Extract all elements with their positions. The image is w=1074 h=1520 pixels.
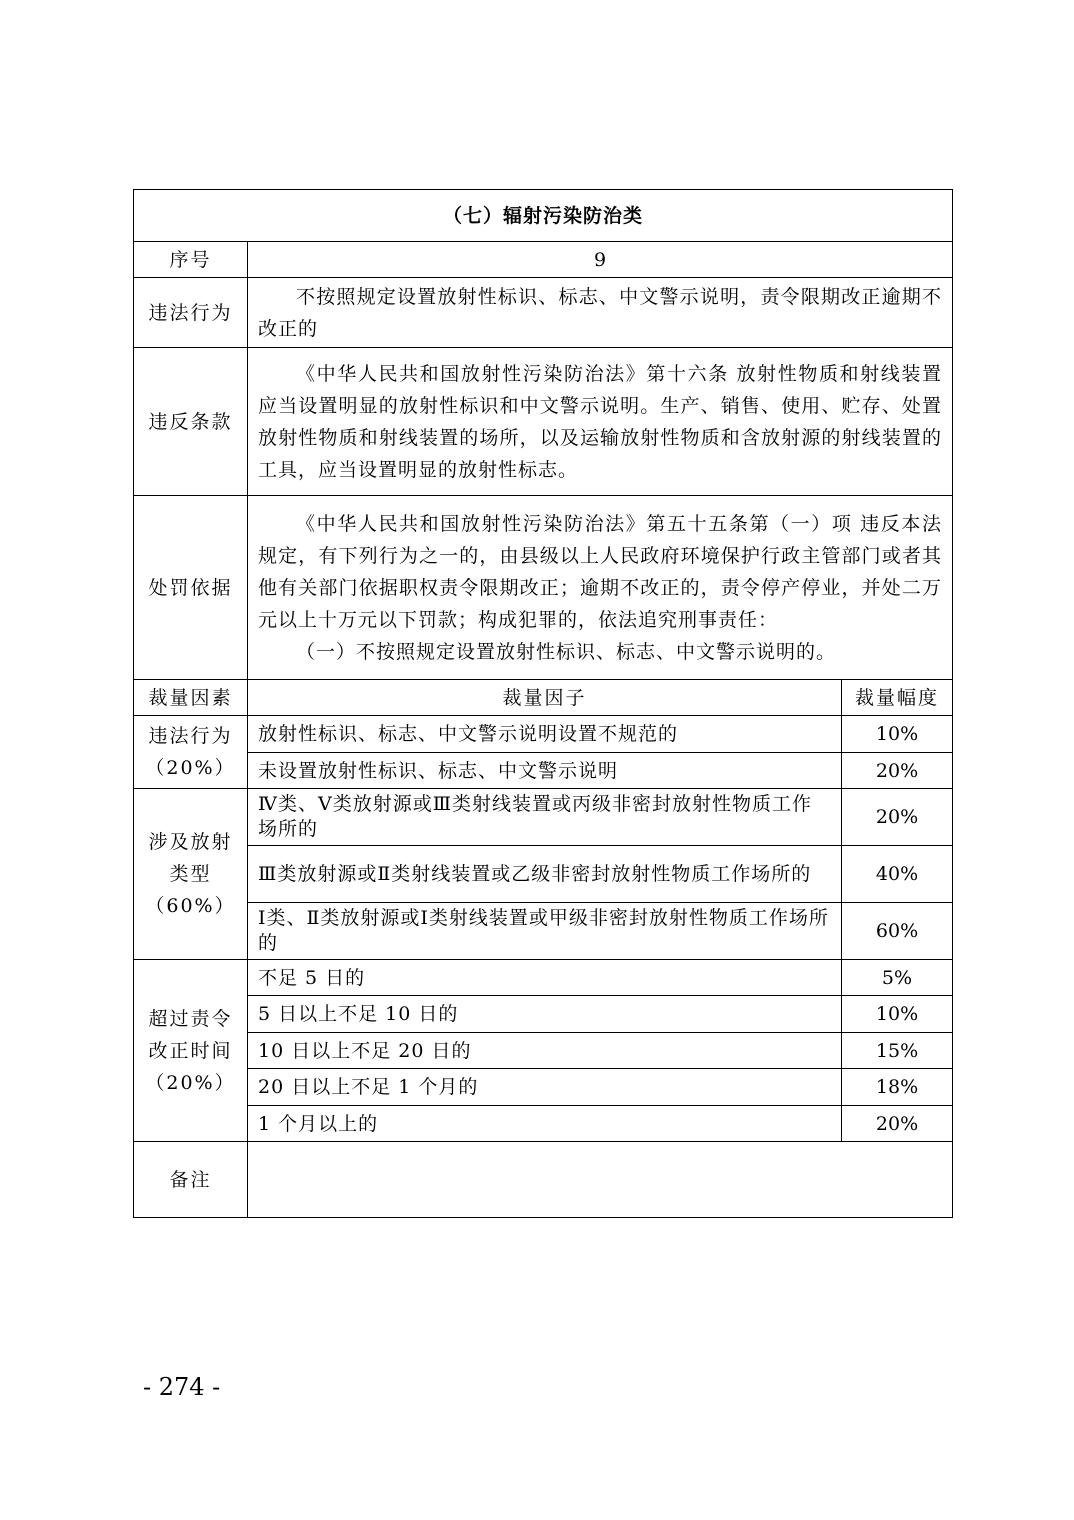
factor-item: 10 日以上不足 20 日的 bbox=[248, 1033, 842, 1069]
factor-item: 1 个月以上的 bbox=[248, 1106, 842, 1142]
group-label-line: 违法行为 bbox=[148, 725, 233, 747]
factor-pct: 10% bbox=[842, 716, 953, 753]
clause-label: 违反条款 bbox=[134, 348, 248, 496]
factor-item: 放射性标识、标志、中文警示说明设置不规范的 bbox=[248, 716, 842, 753]
behavior-label: 违法行为 bbox=[134, 278, 248, 348]
group-label-line: （20%） bbox=[145, 757, 236, 779]
factor-item: 不足 5 日的 bbox=[248, 960, 842, 996]
seq-label: 序号 bbox=[134, 242, 248, 278]
factor-item: 未设置放射性标识、标志、中文警示说明 bbox=[248, 753, 842, 789]
remark-label: 备注 bbox=[134, 1142, 248, 1218]
factor-header: 裁量因素 bbox=[134, 680, 248, 716]
factor-item: 5 日以上不足 10 日的 bbox=[248, 996, 842, 1033]
range-header: 裁量幅度 bbox=[842, 680, 953, 716]
factor-item: 20 日以上不足 1 个月的 bbox=[248, 1069, 842, 1106]
group-label-overdue bbox=[134, 960, 248, 1142]
factor-pct: 10% bbox=[842, 996, 953, 1033]
penalty-label: 处罚依据 bbox=[134, 496, 248, 680]
factor-item: Ⅰ类、Ⅱ类放射源或Ⅰ类射线装置或甲级非密封放射性物质工作场所的 bbox=[248, 903, 842, 960]
factor-pct: 40% bbox=[842, 846, 953, 903]
factor-item: Ⅳ类、Ⅴ类放射源或Ⅲ类射线装置或丙级非密封放射性物质工作场所的 bbox=[248, 789, 842, 846]
group-label-line: （20%） bbox=[145, 1071, 236, 1094]
factor-pct: 60% bbox=[842, 903, 953, 960]
group-label-line: 超过责令 bbox=[148, 1007, 233, 1030]
seq-value: 9 bbox=[248, 242, 953, 278]
penalty-text-1: 《中华人民共和国放射性污染防治法》第五十五条第（一）项 违反本法规定，有下列行为之一的，由县级以上人民政府环境保护行政主管部门或者其他有关部门依据职权责令限期改正；逾期不改正的，责令停产停业，并处二万元以上十万元以下罚款；构成犯罪的，依法追究刑事责任： bbox=[258, 512, 943, 631]
behavior-text: 不按照规定设置放射性标识、标志、中文警示说明，责令限期改正逾期不改正的 bbox=[258, 285, 943, 340]
factor-pct: 20% bbox=[842, 753, 953, 789]
factor-pct: 20% bbox=[842, 1106, 953, 1142]
group-label-line: 涉及放射 bbox=[148, 831, 233, 853]
group-label-line: （60%） bbox=[145, 895, 236, 917]
group-label-line: 类型 bbox=[169, 863, 212, 885]
remark-text bbox=[248, 1142, 953, 1218]
group-label-line: 改正时间 bbox=[148, 1039, 233, 1062]
behavior-text-cell bbox=[248, 278, 953, 348]
factor-item: Ⅲ类放射源或Ⅱ类射线装置或乙级非密封放射性物质工作场所的 bbox=[248, 846, 842, 903]
group-label-radiation-type bbox=[134, 789, 248, 960]
table-title: （七）辐射污染防治类 bbox=[134, 190, 953, 242]
factor-pct: 18% bbox=[842, 1069, 953, 1106]
clause-text-cell bbox=[248, 348, 953, 496]
factor-pct: 15% bbox=[842, 1033, 953, 1069]
factor-item-header: 裁量因子 bbox=[248, 680, 842, 716]
factor-pct: 5% bbox=[842, 960, 953, 996]
discretion-table bbox=[133, 189, 953, 1218]
clause-text: 《中华人民共和国放射性污染防治法》第十六条 放射性物质和射线装置应当设置明显的放射性标识和中文警示说明。生产、销售、使用、贮存、处置放射性物质和射线装置的场所，以及运输放射性物质和含放射源的射线装置的工具，应当设置明显的放射性标志。 bbox=[258, 362, 943, 481]
page-number: - 274 - bbox=[143, 1373, 221, 1401]
penalty-text-2: （一）不按照规定设置放射性标识、标志、中文警示说明的。 bbox=[296, 640, 837, 663]
factor-pct: 20% bbox=[842, 789, 953, 846]
group-label-behavior bbox=[134, 716, 248, 789]
penalty-text-cell bbox=[248, 496, 953, 680]
